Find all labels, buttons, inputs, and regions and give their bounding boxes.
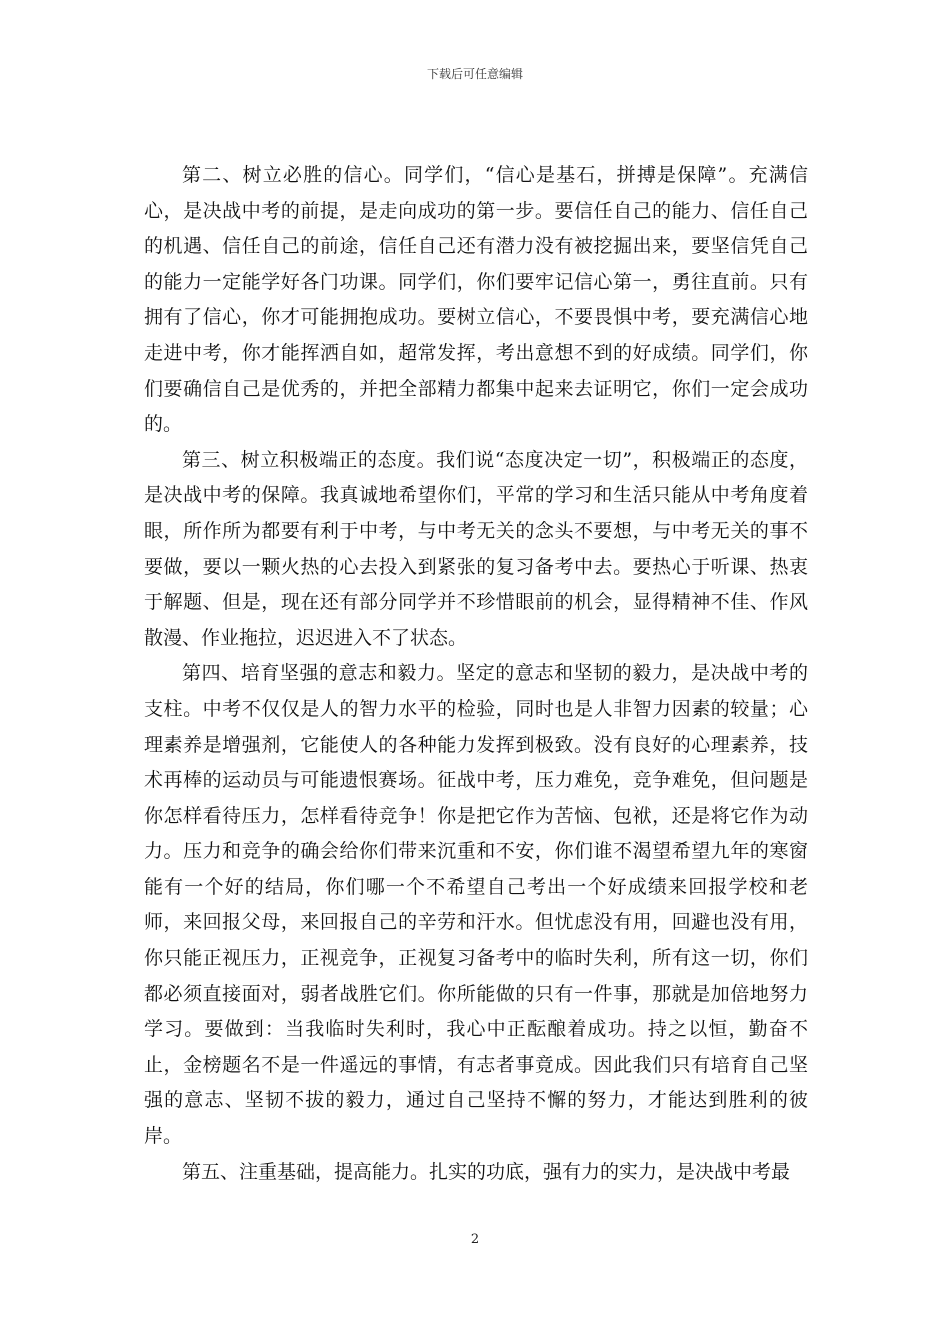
paragraph-third-point: 第三、树立积极端正的态度。我们说“态度决定一切”，积极端正的态度，是决战中考的保障。我真诚地希望你们，平常的学习和生活只能从中考角度着眼，所作所为都要有利于中考，与中考无关的念头不要想，与中考无关的事不要做，要以一颗火热的心去投入到紧张的复习备考中去。要热心于听课、热衷于解题、但是，现在还有部分同学并不珍惜眼前的机会，显得精神不佳、作风散漫、作业拖拉，迟迟进入不了状态。 — [144, 448, 808, 649]
paragraph-fifth-point: 第五、注重基础，提高能力。扎实的功底，强有力的实力，是决战中考最 — [182, 1160, 791, 1183]
document-body — [144, 158, 808, 1190]
page-header: 下载后可任意编辑 — [426, 67, 523, 81]
paragraph-second-point: 第二、树立必胜的信心。同学们，“信心是基石，拼搏是保障”。充满信心，是决战中考的前提，是走向成功的第一步。要信任自己的能力、信任自己的机遇、信任自己的前途，信任自己还有潜力没有被挖掘出来，要坚信凭自己的能力一定能学好各门功课。同学们，你们要牢记信心第一，勇往直前。只有拥有了信心，你才可能拥抱成功。要树立信心，不要畏惧中考，要充满信心地走进中考，你才能挥洒自如，超常发挥，考出意想不到的好成绩。同学们，你们要确信自己是优秀的，并把全部精力都集中起来去证明它，你们一定会成功的。 — [144, 164, 808, 436]
page-number: 2 — [470, 1232, 480, 1247]
paragraph-fourth-point: 第四、培育坚强的意志和毅力。坚定的意志和坚韧的毅力，是决战中考的支柱。中考不仅仅是人的智力水平的检验，同时也是人非智力因素的较量；心理素养是增强剂，它能使人的各种能力发挥到极致。没有良好的心理素养，技术再棒的运动员与可能遗恨赛场。征战中考，压力难免，竞争难免，但问题是你怎样看待压力，怎样看待竞争！你是把它作为苦恼、包袱，还是将它作为动力。压力和竞争的确会给你们带来沉重和不安，你们谁不渴望希望九年的寒窗能有一个好的结局，你们哪一个不希望自己考出一个好成绩来回报学校和老师，来回报父母，来回报自己的辛劳和汗水。但忧虑没有用，回避也没有用，你只能正视压力，正视竞争，正视复习备考中的临时失利，所有这一切，你们都必须直接面对，弱者战胜它们。你所能做的只有一件事，那就是加倍地努力学习。要做到：当我临时失利时，我心中正酝酿着成功。持之以恒，勤奋不止，金榜题名不是一件遥远的事情，有志者事竟成。因此我们只有培育自己坚强的意志、坚韧不拔的毅力，通过自己坚持不懈的努力，才能达到胜利的彼岸。 — [144, 662, 808, 1148]
